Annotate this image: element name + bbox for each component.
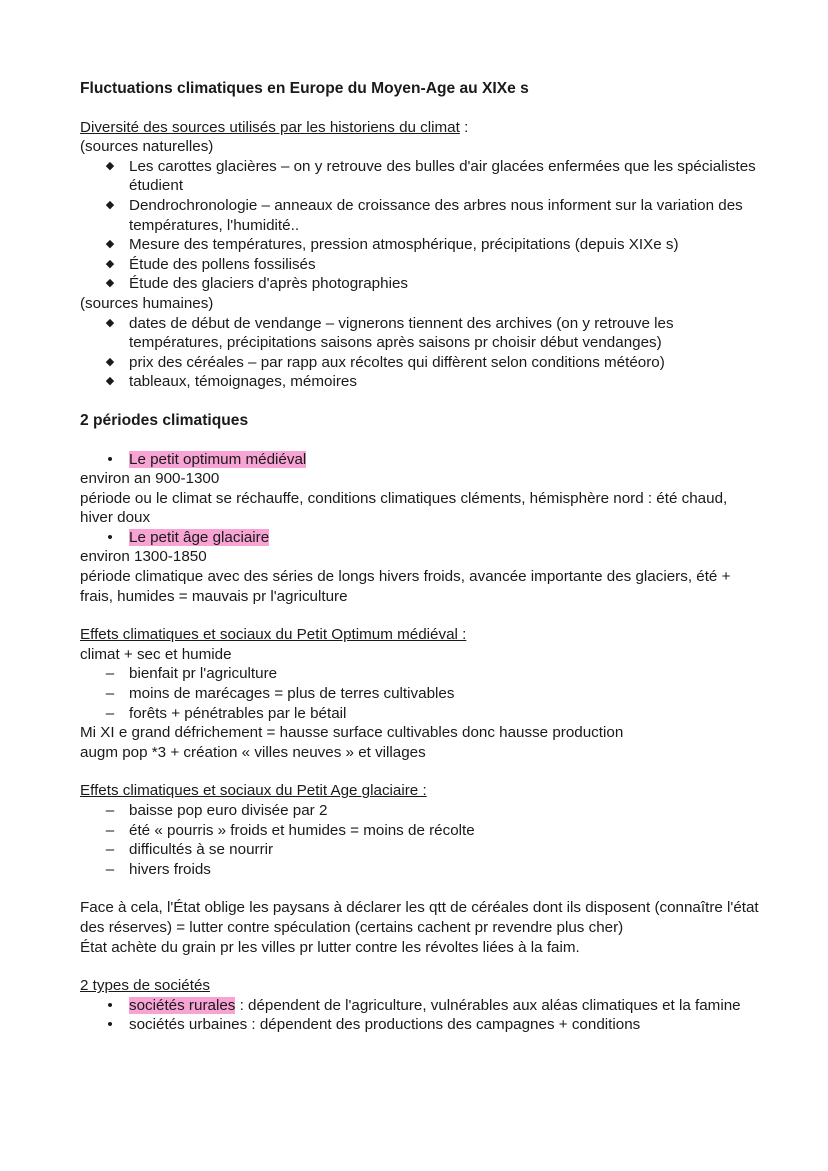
diamond-bullet-icon: ◆ [105, 238, 115, 251]
optimum-title: Le petit optimum médiéval [129, 450, 307, 468]
optimum-effects-line-2: augm pop *3 + création « villes neuves » et villages [80, 743, 426, 761]
periods-heading: 2 périodes climatiques [80, 411, 249, 429]
ice-age-description: période climatique avec des séries de longs hivers froids, avancée importante des glaciers, été + frais, humides = mauvais pr l'agriculture [80, 568, 731, 605]
societies-heading: 2 types de sociétés [80, 977, 211, 995]
dash-bullet-icon: – [105, 802, 115, 819]
ice-effects-paragraph-2: État achète du grain pr les villes pr lutter contre les révoltes liées à la faim. [80, 938, 580, 956]
diamond-bullet-icon: ◆ [105, 277, 115, 290]
ice-effects-heading: Effets climatiques et sociaux du Petit Age glaciaire : [80, 782, 427, 800]
ice-age-title: Le petit âge glaciaire [129, 528, 270, 546]
sources-heading: Diversité des sources utilisés par les historiens du climat [80, 118, 460, 136]
ice-effects-paragraph-1: Face à cela, l'État oblige les paysans à déclarer les qtt de céréales dont ils disposent (connaître l'état des réserves) = lutter contre spéculation (certains cachent pr revendre plus cher) [80, 899, 759, 936]
diamond-bullet-icon: ◆ [105, 355, 115, 368]
dash-bullet-icon: – [105, 685, 115, 703]
optimum-effects-heading: Effets climatiques et sociaux du Petit Optimum médiéval : [80, 626, 467, 644]
list-item: – été « pourris » froids et humides = moins de récolte [80, 821, 760, 841]
dash-bullet-icon: – [105, 821, 115, 839]
list-item: ◆ Mesure des températures, pression atmosphérique, précipitations (depuis XIXe s) [80, 235, 760, 255]
document-body [80, 79, 760, 1035]
dash-bullet-icon: – [105, 704, 115, 722]
optimum-dates: environ an 900-1300 [80, 470, 220, 488]
list-item [80, 450, 760, 470]
diamond-bullet-icon: ◆ [105, 257, 115, 270]
rural-societies-label: sociétés rurales [129, 996, 236, 1014]
list-item [80, 1015, 760, 1035]
diamond-bullet-icon: ◆ [105, 198, 115, 211]
human-sources-label: (sources humaines) [80, 294, 214, 312]
list-item: ◆ tableaux, témoignages, mémoires [80, 372, 760, 392]
list-item [80, 528, 760, 548]
societies-list [80, 996, 760, 1035]
list-item [80, 996, 760, 1016]
list-item: ◆ prix des céréales – par rapp aux récoltes qui diffèrent selon conditions météoro) [80, 353, 760, 373]
diamond-bullet-icon: ◆ [105, 375, 115, 388]
list-item: ◆ Dendrochronologie – anneaux de croissance des arbres nous informent sur la variation des températures, l'humidité.. [80, 196, 760, 235]
natural-sources-label: (sources naturelles) [80, 138, 214, 156]
list-item: ◆ Étude des pollens fossilisés [80, 255, 760, 275]
document-title: Fluctuations climatiques en Europe du Moyen-Age au XIXe s [80, 80, 529, 97]
dash-bullet-icon: – [105, 841, 115, 859]
natural-sources-list [80, 157, 760, 294]
diamond-bullet-icon: ◆ [105, 159, 115, 172]
human-sources-list [80, 314, 760, 392]
list-item: – moins de marécages = plus de terres cultivables [80, 684, 760, 704]
list-item: ◆ Étude des glaciers d'après photographies [80, 274, 760, 294]
optimum-effects-line-1: Mi XI e grand défrichement = hausse surface cultivables donc hausse production [80, 724, 624, 742]
bullet-icon: • [107, 528, 113, 546]
dash-bullet-icon: – [105, 665, 115, 683]
ice-title-list [80, 528, 760, 548]
bullet-icon: • [107, 996, 113, 1014]
dash-bullet-icon: – [105, 860, 115, 878]
optimum-effects-list [80, 664, 760, 723]
list-item: – hivers froids [80, 860, 760, 880]
list-item: – baisse pop euro divisée par 2 [80, 801, 760, 821]
diamond-bullet-icon: ◆ [105, 316, 115, 329]
list-item: ◆ Les carottes glacières – on y retrouve des bulles d'air glacées enfermées que les spécialistes étudient [80, 157, 760, 196]
sources-heading-suffix: : [459, 118, 469, 136]
list-item: – bienfait pr l'agriculture [80, 664, 760, 684]
bullet-icon: • [107, 1016, 113, 1034]
bullet-icon: • [107, 450, 113, 468]
ice-effects-list [80, 801, 760, 879]
list-item: ◆ dates de début de vendange – vignerons tiennent des archives (on y retrouve les températures, précipitations saisons après saisons pr choisir début vendanges) [80, 314, 760, 353]
urban-societies-text: sociétés urbaines : dépendent des productions des campagnes + conditions [129, 1016, 641, 1034]
list-item: – forêts + pénétrables par le bétail [80, 704, 760, 724]
list-item: – difficultés à se nourrir [80, 840, 760, 860]
optimum-description: période ou le climat se réchauffe, conditions climatiques cléments, hémisphère nord : été chaud, hiver doux [80, 489, 728, 527]
ice-age-dates: environ 1300-1850 [80, 548, 207, 566]
optimum-effects-intro: climat + sec et humide [80, 645, 232, 663]
rural-societies-text: : dépendent de l'agriculture, vulnérables aux aléas climatiques et la famine [235, 996, 741, 1014]
sources-heading-line [80, 118, 760, 138]
optimum-title-list [80, 450, 760, 470]
